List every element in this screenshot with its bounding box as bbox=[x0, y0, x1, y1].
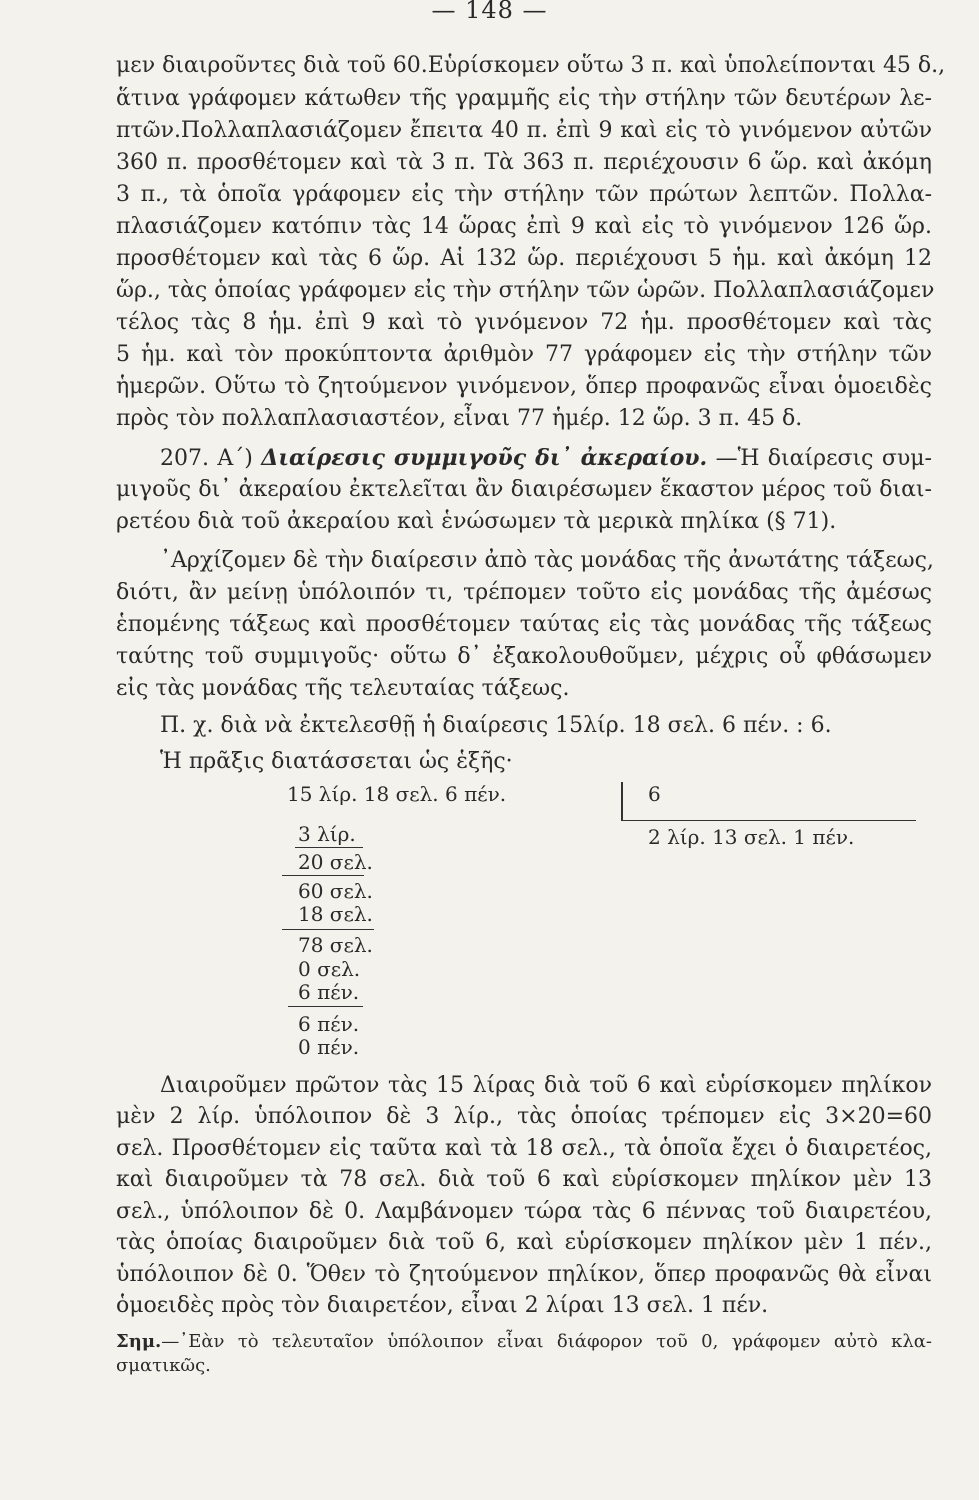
text-line: μεν διαιροῦντες διὰ τοῦ 60.Εὑρίσκομεν οὕτω 3 π. καὶ ὑπολείπονται 45 δ., bbox=[116, 53, 946, 78]
text-line: ὑπόλοιπον δὲ 0. Ὅθεν τὸ ζητούμενον πηλίκον, ὅπερ προφανῶς θὰ εἶναι bbox=[116, 1262, 932, 1287]
remainder-step: 3 λίρ. bbox=[298, 822, 356, 846]
text-line: καὶ διαιροῦμεν τὰ 78 σελ. διὰ τοῦ 6 καὶ εὑρίσκομεν πηλίκον μὲν 13 bbox=[116, 1167, 932, 1192]
text-line: διότι, ἂν μείνῃ ὑπόλοιπόν τι, τρέπομεν τοῦτο εἰς μονάδας τῆς ἀμέσως bbox=[116, 580, 932, 605]
quotient: 2 λίρ. 13 σελ. 1 πέν. bbox=[648, 825, 855, 849]
text-line: μιγοῦς δι᾽ ἀκεραίου ἐκτελεῖται ἂν διαιρέσωμεν ἕκαστον μέρος τοῦ διαι- bbox=[116, 477, 932, 502]
remainder-step: 0 σελ. bbox=[298, 957, 361, 981]
final-remainder: 0 πέν. bbox=[298, 1035, 360, 1059]
note-text: —᾽Εὰν τὸ τελευταῖον ὑπόλοιπον εἶναι διάφορον τοῦ 0, γράφομεν αὐτὸ κλα- bbox=[161, 1331, 932, 1352]
text-line: ὥρ., τὰς ὁποίας γράφομεν εἰς τὴν στήλην τῶν ὡρῶν. Πολλαπλασιάζομεν bbox=[116, 278, 935, 303]
text-line: σελ. Προσθέτομεν εἰς ταῦτα καὶ τὰ 18 σελ., τὰ ὁποῖα ἔχει ὁ διαιρετέος, bbox=[116, 1136, 932, 1161]
text-line: 360 π. προσθέτομεν καὶ τὰ 3 π. Τὰ 363 π. περιέχουσιν 6 ὥρ. καὶ ἀκόμη bbox=[116, 150, 932, 175]
page-number: — 148 — bbox=[431, 0, 548, 24]
text-line: 5 ἡμ. καὶ τὸν προκύπτοντα ἀριθμὸν 77 γράφομεν εἰς τὴν στήλην τῶν bbox=[116, 342, 932, 367]
text-line: ἡμερῶν. Οὕτω τὸ ζητούμενον γινόμενον, ὅπερ προφανῶς εἶναι ὁμοειδὲς bbox=[116, 374, 932, 399]
step-rule bbox=[282, 875, 364, 876]
example-intro: Π. χ. διὰ νὰ ἐκτελεσθῇ ἡ διαίρεσις 15λίρ. 18 σελ. 6 πέν. : 6. bbox=[160, 713, 832, 738]
carry-step: 6 πέν. bbox=[298, 980, 360, 1004]
example-arranged: Ἡ πρᾶξις διατάσσεται ὡς ἑξῆς· bbox=[160, 749, 513, 774]
section-text: —Ἡ διαίρεσις συμ- bbox=[715, 446, 932, 471]
text-line: ἅτινα γράφομεν κάτωθεν τῆς γραμμῆς εἰς τὴν στήλην τῶν δευτέρων λε- bbox=[116, 86, 932, 111]
section-heading-line bbox=[160, 444, 932, 473]
text-line: ταύτης τοῦ συμμιγοῦς· οὕτω δ᾽ ἐξακολουθοῦμεν, μέχρις οὗ φθάσωμεν bbox=[116, 644, 932, 669]
text-line: πτῶν.Πολλαπλασιάζομεν ἔπειτα 40 π. ἐπὶ 9 καὶ εἰς τὸ γινόμενον αὐτῶν bbox=[116, 118, 932, 143]
sum-step: 78 σελ. bbox=[298, 933, 373, 957]
text-line: εἰς τὰς μονάδας τῆς τελευταίας τάξεως. bbox=[116, 676, 570, 701]
text-line: πρὸς τὸν πολλαπλασιαστέον, εἶναι 77 ἡμέρ. 12 ὥρ. 3 π. 45 δ. bbox=[116, 406, 803, 431]
text-line: 3 π., τὰ ὁποῖα γράφομεν εἰς τὴν στήλην τῶν πρώτων λεπτῶν. Πολλα- bbox=[116, 182, 932, 207]
note-label: Σημ. bbox=[116, 1331, 162, 1352]
quotient-rule bbox=[621, 820, 916, 821]
note-line: σματικῶς. bbox=[116, 1355, 211, 1376]
note-line bbox=[116, 1330, 932, 1354]
text-line: ὁμοειδὲς πρὸς τὸν διαιρετέον, εἶναι 2 λίραι 13 σελ. 1 πέν. bbox=[116, 1293, 769, 1318]
text-line: τὰς ὁποίας διαιροῦμεν διὰ τοῦ 6, καὶ εὑρίσκομεν πηλίκον μὲν 1 πέν., bbox=[116, 1230, 932, 1255]
divisor: 6 bbox=[648, 782, 661, 806]
conversion-step: 60 σελ. bbox=[298, 879, 373, 903]
step-rule bbox=[288, 1006, 363, 1007]
text-line: μὲν 2 λίρ. ὑπόλοιπον δὲ 3 λίρ., τὰς ὁποίας τρέπομεν εἰς 3×20=60 bbox=[116, 1104, 932, 1129]
text-line: σελ., ὑπόλοιπον δὲ 0. Λαμβάνομεν τώρα τὰς 6 πέννας τοῦ διαιρετέου, bbox=[116, 1199, 932, 1224]
addend-step: 18 σελ. bbox=[298, 902, 373, 926]
text-line: τέλος τὰς 8 ἡμ. ἐπὶ 9 καὶ τὸ γινόμενον 72 ἡμ. προσθέτομεν καὶ τὰς bbox=[116, 310, 932, 335]
text-line: ἑπομένης τάξεως καὶ προσθέτομεν ταύτας εἰς τὰς μονάδας τῆς τάξεως bbox=[116, 612, 932, 637]
text-line: προσθέτομεν καὶ τὰς 6 ὥρ. Αἱ 132 ὥρ. περιέχουσι 5 ἡμ. καὶ ἀκόμη 12 bbox=[116, 246, 932, 271]
section-number: 207. Α΄) bbox=[160, 446, 253, 471]
text-line: Διαιροῦμεν πρῶτον τὰς 15 λίρας διὰ τοῦ 6 καὶ εὑρίσκομεν πηλίκον bbox=[160, 1073, 932, 1098]
text-line: πλασιάζομεν κατόπιν τὰς 14 ὥρας ἐπὶ 9 καὶ εἰς τὸ γινόμενον 126 ὥρ. bbox=[116, 214, 932, 239]
division-bar bbox=[621, 782, 623, 820]
step-rule bbox=[295, 847, 363, 848]
footnote bbox=[116, 1330, 932, 1378]
step-rule bbox=[282, 929, 374, 930]
section-title: Διαίρεσις συμμιγοῦς δι᾽ ἀκεραίου. bbox=[261, 445, 708, 471]
conversion-step: 20 σελ. bbox=[298, 850, 373, 874]
dividend: 15 λίρ. 18 σελ. 6 πέν. bbox=[287, 782, 507, 806]
text-line: ρετέου διὰ τοῦ ἀκεραίου καὶ ἑνώσωμεν τὰ μερικὰ πηλίκα (§ 71). bbox=[116, 509, 837, 534]
carry-step: 6 πέν. bbox=[298, 1012, 360, 1036]
text-line: ᾽Αρχίζομεν δὲ τὴν διαίρεσιν ἀπὸ τὰς μονάδας τῆς ἀνωτάτης τάξεως, bbox=[160, 548, 934, 573]
